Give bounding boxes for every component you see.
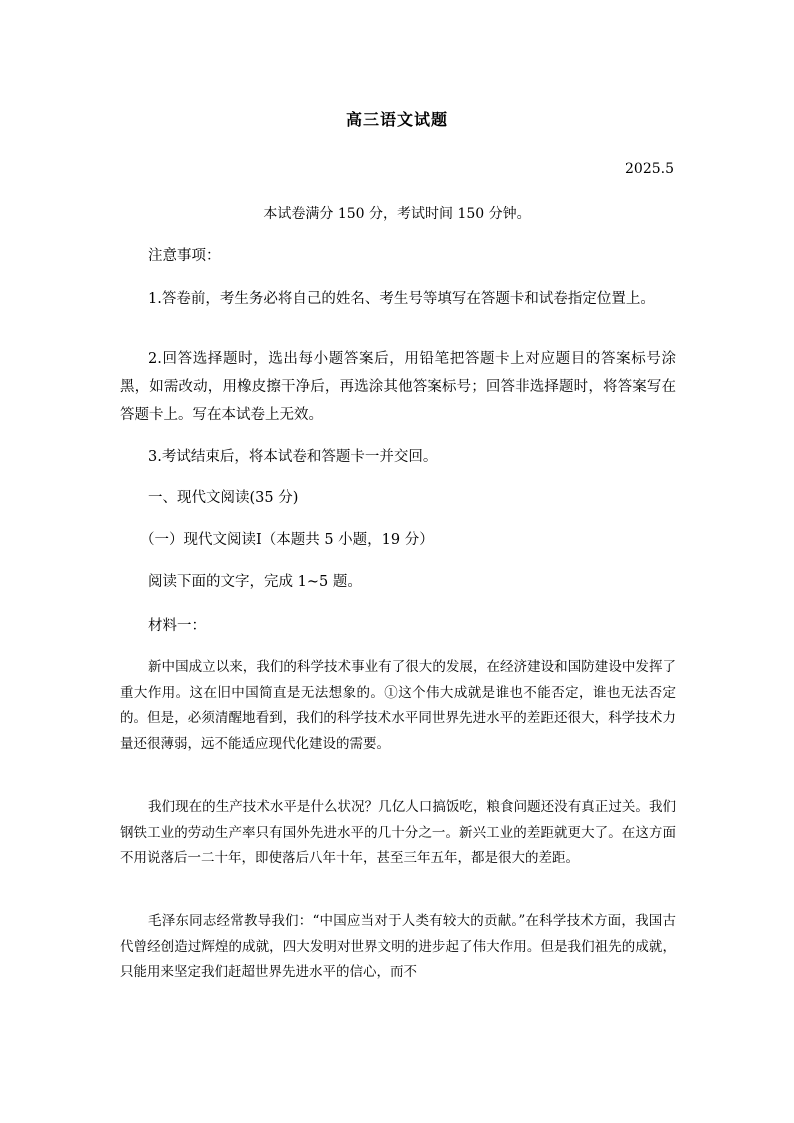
notice-item-3: 3.考试结束后，将本试卷和答题卡一并交回。 bbox=[148, 449, 438, 465]
material-label: 材料一： bbox=[148, 618, 206, 634]
subsection-heading: （一）现代文阅读Ⅰ（本题共 5 小题，19 分） bbox=[140, 532, 434, 548]
section-heading: 一、现代文阅读(35 分) bbox=[148, 490, 299, 506]
passage-paragraph-2: 我们现在的生产技术水平是什么状况？几亿人口搞饭吃，粮食问题还没有真正过关。我们钢铁工业的劳动生产率只有国外先进水平的几十分之一。新兴工业的差距就更大了。在这方面不用说落后一二十年，即使落后八年十年，甚至三年五年，都是很大的差距。 bbox=[120, 799, 676, 866]
exam-date: 2025.5 bbox=[625, 161, 674, 177]
reading-instruction: 阅读下面的文字，完成 1~5 题。 bbox=[148, 574, 362, 590]
notice-item-1: 1.答卷前，考生务必将自己的姓名、考生号等填写在答题卡和试卷指定位置上。 bbox=[148, 291, 655, 307]
exam-title: 高三语文试题 bbox=[345, 110, 448, 129]
passage-paragraph-3: 毛泽东同志经常教导我们：“中国应当对于人类有较大的贡献。”在科学技术方面，我国古代曾经创造过辉煌的成就，四大发明对世界文明的进步起了伟大作用。但是我们祖先的成就，只能用来坚定我们赶超世界先进水平的信心，而不 bbox=[120, 913, 676, 980]
notice-item-2: 2.回答选择题时，选出每小题答案后，用铅笔把答题卡上对应题目的答案标号涂黑，如需改动，用橡皮擦干净后，再选涂其他答案标号；回答非选择题时，将答案写在答题卡上。写在本试卷上无效。 bbox=[120, 351, 676, 423]
exam-intro: 本试卷满分 150 分，考试时间 150 分钟。 bbox=[263, 206, 531, 222]
passage-paragraph-1: 新中国成立以来，我们的科学技术事业有了很大的发展，在经济建设和国防建设中发挥了重大作用。这在旧中国简直是无法想象的。①这个伟大成就是谁也不能否定，谁也无法否定的。但是，必须清醒地看到，我们的科学技术水平同世界先进水平的差距还很大，科学技术力量还很薄弱，远不能适应现代化建设的需要。 bbox=[120, 659, 676, 752]
notice-heading: 注意事项： bbox=[148, 248, 221, 264]
